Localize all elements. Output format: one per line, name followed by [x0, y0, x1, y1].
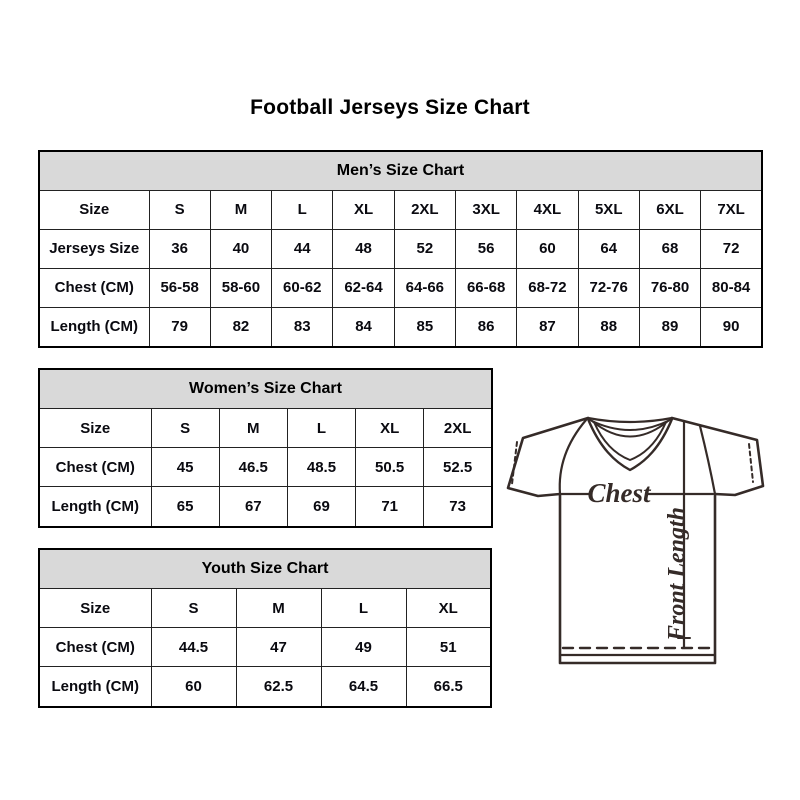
table-cell: L — [272, 191, 333, 230]
table-cell: S — [151, 409, 219, 448]
jersey-right-cuff-dashed-line — [749, 444, 753, 482]
table-cell: 87 — [517, 307, 578, 347]
table-title-row — [39, 151, 762, 191]
table-cell: 68 — [639, 229, 700, 268]
table-cell: 58-60 — [210, 268, 271, 307]
jersey-collar-top — [588, 418, 672, 422]
table-cell: 83 — [272, 307, 333, 347]
table-cell: 64 — [578, 229, 639, 268]
chest-label: Chest — [587, 478, 651, 508]
table-row — [39, 487, 492, 527]
women-table-title: Women’s Size Chart — [39, 369, 492, 409]
table-cell: 52.5 — [424, 448, 492, 487]
table-row — [39, 191, 762, 230]
jersey-vneck-inner — [594, 422, 666, 460]
table-cell: 45 — [151, 448, 219, 487]
row-label: Length (CM) — [39, 487, 151, 527]
table-cell: 56 — [455, 229, 516, 268]
table-cell: 60 — [151, 667, 236, 707]
table-cell: 48.5 — [287, 448, 355, 487]
jersey-measurement-diagram — [495, 406, 787, 678]
jersey-left-armhole-seam — [560, 420, 586, 494]
youth-table-title: Youth Size Chart — [39, 549, 491, 589]
table-cell: 5XL — [578, 191, 639, 230]
womens-size-table — [38, 368, 493, 528]
jersey-collar-arc-2 — [592, 421, 668, 437]
table-cell: 88 — [578, 307, 639, 347]
table-cell: 85 — [394, 307, 455, 347]
table-cell: 49 — [321, 628, 406, 667]
table-cell: 67 — [219, 487, 287, 527]
table-cell: 36 — [149, 229, 210, 268]
table-cell: 40 — [210, 229, 271, 268]
row-label: Chest (CM) — [39, 268, 149, 307]
table-cell: 52 — [394, 229, 455, 268]
table-cell: 80-84 — [701, 268, 762, 307]
table-cell: 79 — [149, 307, 210, 347]
table-cell: 66.5 — [406, 667, 491, 707]
row-label: Size — [39, 589, 151, 628]
table-cell: M — [210, 191, 271, 230]
table-cell: 62-64 — [333, 268, 394, 307]
jersey-right-armhole-seam — [700, 426, 715, 494]
row-label: Chest (CM) — [39, 628, 151, 667]
table-cell: 71 — [356, 487, 424, 527]
table-title-row — [39, 369, 492, 409]
table-cell: S — [149, 191, 210, 230]
jersey-outline-group — [508, 418, 763, 663]
page-title: Football Jerseys Size Chart — [250, 96, 530, 119]
table-cell: 72 — [701, 229, 762, 268]
jersey-left-sleeve — [508, 418, 588, 496]
table-cell: 68-72 — [517, 268, 578, 307]
table-row — [39, 229, 762, 268]
jersey-labels-group — [587, 478, 690, 642]
table-cell: 46.5 — [219, 448, 287, 487]
table-cell: XL — [356, 409, 424, 448]
table-row — [39, 307, 762, 347]
front-length-label: Front Length — [664, 506, 690, 642]
table-cell: 65 — [151, 487, 219, 527]
table-row — [39, 628, 491, 667]
table-cell: L — [321, 589, 406, 628]
table-row — [39, 448, 492, 487]
table-cell: 73 — [424, 487, 492, 527]
table-cell: 56-58 — [149, 268, 210, 307]
table-title-row — [39, 549, 491, 589]
row-label: Length (CM) — [39, 307, 149, 347]
table-cell: 64-66 — [394, 268, 455, 307]
youth-size-table — [38, 548, 492, 708]
table-cell: L — [287, 409, 355, 448]
table-cell: 44.5 — [151, 628, 236, 667]
row-label: Length (CM) — [39, 667, 151, 707]
table-cell: S — [151, 589, 236, 628]
men-table-title: Men’s Size Chart — [39, 151, 762, 191]
table-cell: XL — [406, 589, 491, 628]
table-cell: 2XL — [424, 409, 492, 448]
table-cell: 72-76 — [578, 268, 639, 307]
table-row — [39, 589, 491, 628]
table-cell: 86 — [455, 307, 516, 347]
row-label: Chest (CM) — [39, 448, 151, 487]
table-cell: 60-62 — [272, 268, 333, 307]
table-cell: M — [236, 589, 321, 628]
table-cell: 6XL — [639, 191, 700, 230]
table-cell: 64.5 — [321, 667, 406, 707]
table-row — [39, 268, 762, 307]
table-cell: 84 — [333, 307, 394, 347]
mens-size-table — [38, 150, 763, 348]
jersey-right-sleeve — [672, 418, 763, 495]
table-cell: 66-68 — [455, 268, 516, 307]
table-cell: 62.5 — [236, 667, 321, 707]
row-label: Size — [39, 191, 149, 230]
table-cell: XL — [333, 191, 394, 230]
table-cell: 82 — [210, 307, 271, 347]
table-cell: 90 — [701, 307, 762, 347]
table-cell: 60 — [517, 229, 578, 268]
jersey-body — [560, 494, 715, 663]
table-cell: 76-80 — [639, 268, 700, 307]
row-label: Jerseys Size — [39, 229, 149, 268]
table-cell: 89 — [639, 307, 700, 347]
table-cell: 69 — [287, 487, 355, 527]
table-cell: 48 — [333, 229, 394, 268]
table-cell: 4XL — [517, 191, 578, 230]
table-row — [39, 667, 491, 707]
table-cell: 51 — [406, 628, 491, 667]
table-cell: 3XL — [455, 191, 516, 230]
table-cell: 47 — [236, 628, 321, 667]
table-row — [39, 409, 492, 448]
row-label: Size — [39, 409, 151, 448]
table-cell: 7XL — [701, 191, 762, 230]
table-cell: 2XL — [394, 191, 455, 230]
table-cell: 50.5 — [356, 448, 424, 487]
table-cell: 44 — [272, 229, 333, 268]
table-cell: M — [219, 409, 287, 448]
